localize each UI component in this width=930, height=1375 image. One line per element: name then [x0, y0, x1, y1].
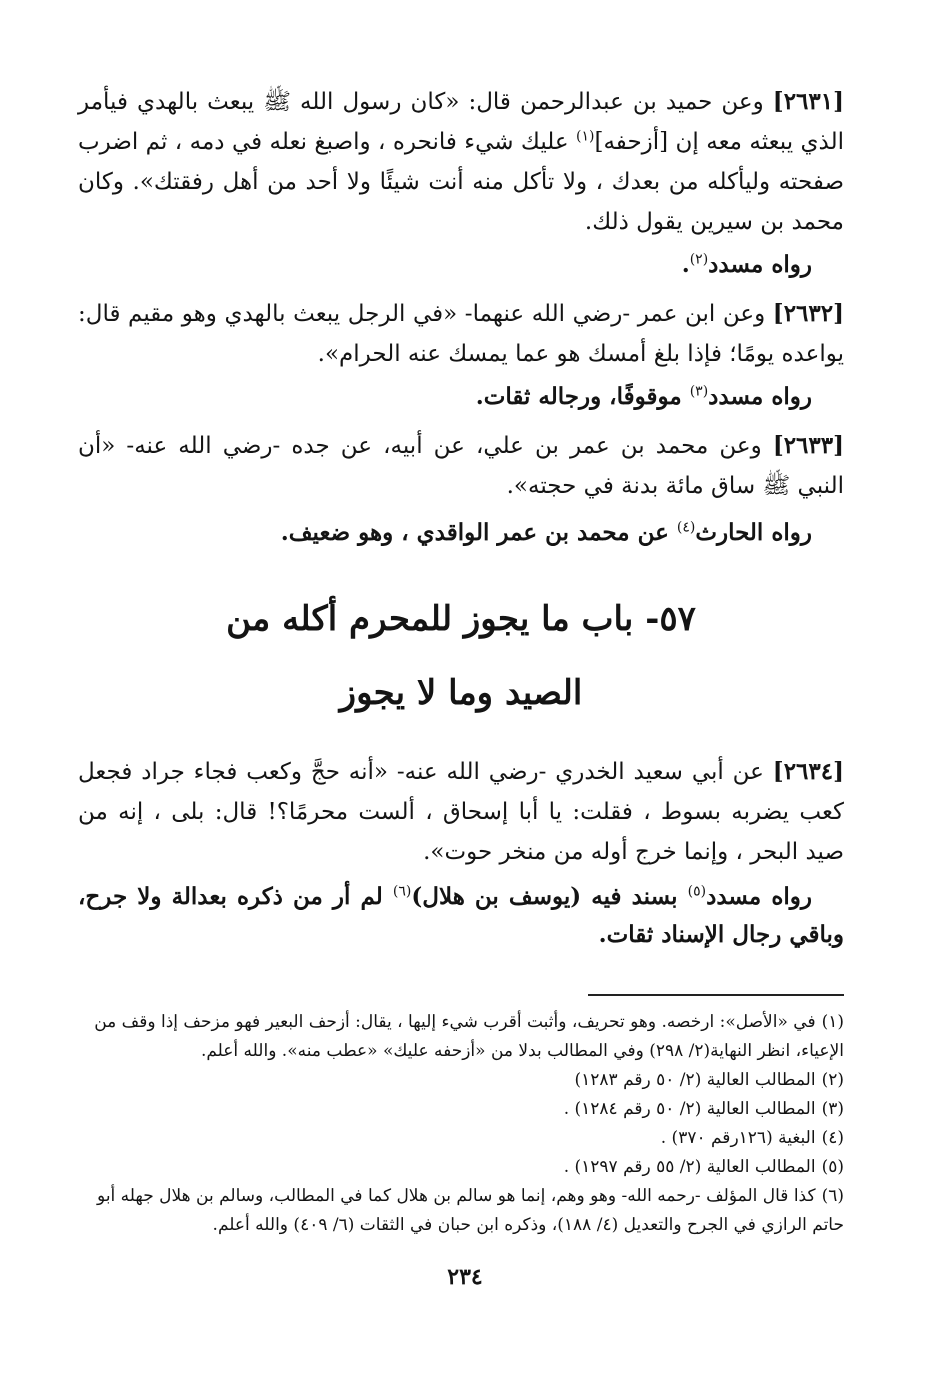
hadith-text: وعن محمد بن عمر بن علي، عن أبيه، عن جده -رضي الله عنه- «أن النبي ﷺ ساق مائة بدنة في حجته».: [78, 433, 844, 499]
hadith-paragraph: [78, 426, 844, 506]
footnote-text: البغية (١٢٦رقم ٣٧٠) .: [660, 1128, 816, 1148]
reference-text-continued: موقوفًا، ورجاله ثقات.: [475, 383, 690, 410]
footnote-text: المطالب العالية (٢/ ٥٠ رقم ١٢٨٤) .: [563, 1099, 816, 1119]
hadith-paragraph: [78, 82, 844, 242]
footnote: [78, 1182, 844, 1240]
hadith-text: وعن ابن عمر -رضي الله عنهما- «في الرجل يبعث بالهدي وهو مقيم قال: يواعده يومًا؛ فإذا بلغ أمسك هو عما يمسك عنه الحرام».: [78, 301, 844, 367]
footnote-marker: (٣): [689, 383, 709, 400]
reference-text: رواه مسدد: [708, 383, 812, 410]
footnote-text: المطالب العالية (٢/ ٥٠ رقم ١٢٨٣): [574, 1070, 816, 1090]
chapter-heading: [78, 582, 844, 730]
hadith-number: [٢٦٣٣]: [772, 432, 845, 459]
chapter-heading-line-1: ٥٧- باب ما يجوز للمحرم أكله من: [226, 599, 696, 639]
footnote: [78, 1153, 844, 1182]
hadith-text: وعن حميد بن عبدالرحمن قال: «كان رسول الله ﷺ يبعث بالهدي فيأمر الذي يبعثه معه إن [أزحفه]: [78, 89, 845, 155]
footnote-marker: (١): [576, 128, 595, 145]
hadith-reference: [78, 514, 844, 552]
footnote-marker: (٦): [392, 883, 412, 900]
hadith-number: [٢٦٣٤]: [772, 758, 844, 785]
reference-text: رواه مسدد: [708, 251, 812, 278]
footnote-text: المطالب العالية (٢/ ٥٥ رقم ١٢٩٧) .: [563, 1157, 816, 1177]
hadith-paragraph: [78, 294, 844, 374]
footnote: [78, 1095, 844, 1124]
hadith-number: [٢٦٣٢]: [772, 300, 844, 327]
footnote-number: (٢): [821, 1070, 844, 1090]
hadith-text-continued: عليك شيء فانحره ، واصبغ نعله في دمه ، ثم اضرب صفحته وليأكله من بعدك ، ولا تأكل منه أنت شيئًا ولا أحد من أهل رفقتك». وكان محمد بن سيرين يقول ذلك.: [78, 129, 844, 235]
footnote: [78, 1008, 844, 1066]
footnote-text: في «الأصل»: ارخصه. وهو تحريف، وأثبت أقرب شيء إليها ، يقال: أزحف البعير فهو مزحف إذا وقف من الإعياء، انظر النهاية(٢/ ٢٩٨) وفي المطالب بدلا من «أزحفه عليك» «عطب منه». والله أعلم.: [94, 1012, 844, 1061]
footnote: [78, 1066, 844, 1095]
footnote: [78, 1124, 844, 1153]
hadith-reference: [78, 246, 844, 284]
hadith-reference: [78, 878, 844, 954]
chapter-heading-line-2: الصيد وما لا يجوز: [339, 673, 583, 713]
reference-text: رواه مسدد: [706, 883, 812, 910]
reference-text: رواه الحارث: [695, 519, 812, 546]
footnotes: [78, 1008, 844, 1240]
footnote-number: (٤): [821, 1128, 844, 1148]
footnote-text: كذا قال المؤلف -رحمه الله- وهو وهم، إنما هو سالم بن هلال كما في المطالب، وسالم بن هلال جهله أبو حاتم الرازي في الجرح والتعديل (٤/ ١٨٨)، وذكره ابن حبان في الثقات (٦/ ٤٠٩) والله أعلم.: [97, 1186, 844, 1235]
hadith-number: [٢٦٣١]: [772, 88, 844, 115]
footnote-marker: (٥): [687, 883, 707, 900]
footnote-number: (٥): [821, 1157, 844, 1177]
footnote-marker: (٤): [676, 519, 696, 536]
footnote-number: (٦): [821, 1186, 844, 1206]
page-number: ٢٣٤: [447, 1264, 483, 1290]
footnote-separator: [588, 994, 844, 996]
footnote-number: (١): [821, 1012, 844, 1032]
reference-text-continued: عن محمد بن عمر الواقدي ، وهو ضعيف.: [280, 519, 677, 546]
hadith-text: عن أبي سعيد الخدري -رضي الله عنه- «أنه حجَّ وكعب فجاء جراد فجعل كعب يضربه بسوط ، فقلت: يا أبا إسحاق ، ألست محرمًا؟! قال: بلى ، إنه من صيد البحر ، وإنما خرج أوله من منخر حوت».: [78, 759, 844, 865]
hadith-reference: [78, 378, 844, 416]
reference-text-middle: بسند فيه (يوسف بن هلال): [411, 883, 688, 910]
hadith-paragraph: [78, 752, 844, 872]
reference-text-continued: .: [681, 251, 690, 278]
footnote-marker: (٢): [689, 251, 709, 268]
reference-text-continued: لم أر من ذكره بعدالة ولا جرح، وباقي رجال الإسناد ثقات.: [78, 883, 844, 948]
footnote-number: (٣): [821, 1099, 844, 1119]
